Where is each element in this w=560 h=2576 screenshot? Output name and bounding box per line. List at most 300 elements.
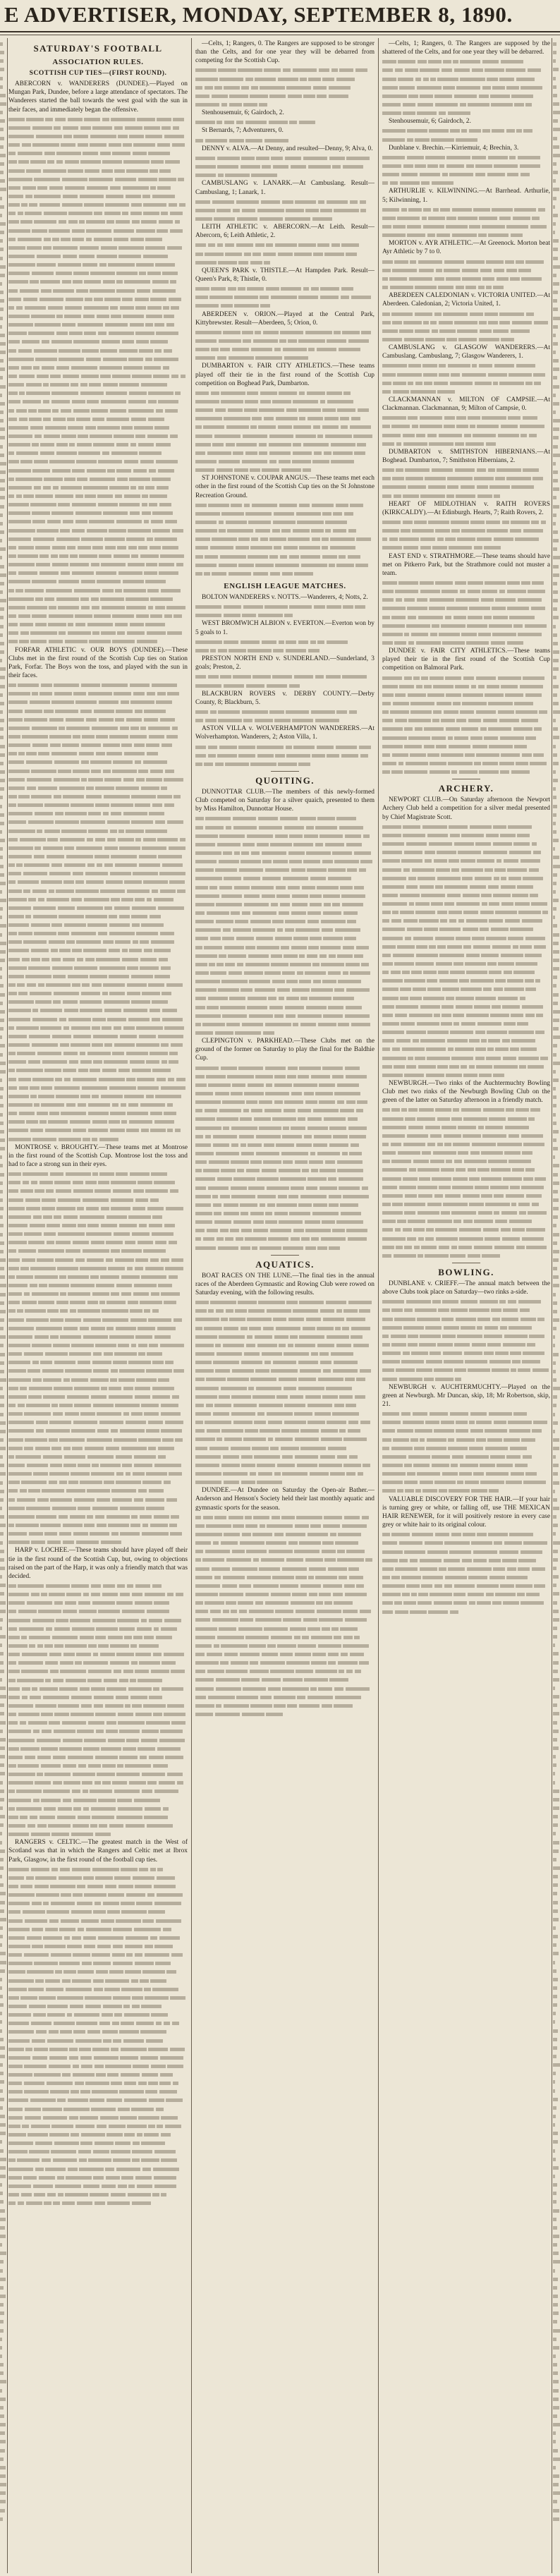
word-mark [168, 1078, 174, 1081]
word-mark [101, 563, 126, 566]
word-mark [111, 2150, 130, 2153]
word-mark [444, 260, 465, 264]
word-mark [126, 1936, 149, 1940]
word-mark [75, 1661, 81, 1665]
word-mark [109, 932, 135, 935]
word-mark [114, 1026, 121, 1030]
word-mark [49, 889, 54, 893]
word-mark [234, 468, 248, 472]
word-mark [68, 220, 78, 224]
word-mark [324, 451, 331, 455]
word-mark [102, 340, 120, 344]
word-mark [38, 1249, 64, 1253]
text-line [0, 2215, 6, 2223]
word-mark [72, 1936, 81, 1940]
word-mark [241, 988, 252, 992]
word-mark [0, 454, 4, 457]
text-line [8, 637, 188, 645]
word-mark [52, 546, 66, 549]
word-mark [31, 770, 56, 773]
word-mark [265, 1220, 276, 1224]
text-line [0, 416, 6, 425]
word-mark [122, 949, 128, 952]
word-mark [41, 1713, 53, 1716]
word-mark [135, 1267, 143, 1270]
text-line [0, 511, 6, 519]
word-mark [71, 932, 96, 935]
word-mark [226, 826, 231, 830]
word-mark [434, 95, 452, 98]
word-mark [300, 78, 307, 81]
word-mark [63, 1653, 75, 1656]
word-mark [95, 1833, 111, 1836]
word-mark [106, 2133, 123, 2137]
word-mark [146, 778, 162, 782]
word-mark [245, 78, 253, 81]
word-mark [93, 1979, 104, 1983]
word-mark [8, 349, 16, 353]
word-mark [0, 1387, 3, 1390]
text-line [0, 2035, 6, 2043]
word-mark [343, 911, 358, 915]
word-mark [341, 754, 358, 758]
word-mark [308, 911, 321, 915]
word-mark [0, 719, 4, 722]
text-line [0, 1709, 6, 1718]
word-mark [0, 1592, 4, 1596]
word-mark [224, 1704, 249, 1708]
word-mark [47, 838, 58, 842]
word-mark [35, 812, 53, 815]
word-mark [263, 253, 276, 256]
word-mark [212, 1567, 231, 1571]
word-mark [221, 980, 247, 983]
word-mark [135, 2176, 152, 2180]
word-mark [88, 1103, 110, 1107]
word-mark [8, 1515, 35, 1519]
word-mark [0, 2243, 2, 2247]
word-mark [116, 1172, 128, 1176]
word-mark [167, 820, 183, 824]
word-mark [0, 2072, 4, 2075]
word-mark [24, 1447, 33, 1450]
text-line [195, 154, 375, 162]
word-mark [0, 1746, 5, 1750]
word-mark [195, 1152, 214, 1155]
word-mark [233, 1177, 255, 1181]
word-mark [432, 181, 454, 185]
word-mark [154, 2176, 176, 2180]
word-mark [104, 863, 114, 867]
text-line [8, 2079, 188, 2087]
word-mark [35, 1781, 51, 1785]
word-mark [18, 1610, 37, 1613]
word-mark [0, 796, 3, 799]
word-mark [73, 340, 99, 344]
word-mark [195, 1704, 214, 1708]
text-line [8, 887, 188, 895]
text-line [0, 1564, 6, 1572]
word-mark [0, 1293, 6, 1296]
word-mark [195, 946, 202, 949]
word-mark [72, 949, 81, 952]
word-mark [458, 217, 477, 220]
word-mark [329, 86, 351, 90]
word-mark [176, 563, 183, 566]
word-mark [220, 555, 246, 559]
word-mark [350, 200, 358, 204]
article-paragraph: CLEPINGTON v. PARKHEAD.—These Clubs met on the ground of the former on Saturday to play the final for the Baldhie Cup. [195, 1038, 375, 1062]
word-mark [72, 983, 80, 987]
text-line [0, 545, 6, 553]
text-line [0, 159, 6, 168]
word-mark [0, 2080, 4, 2084]
word-mark [79, 752, 94, 755]
word-mark [0, 1035, 2, 1039]
word-mark [146, 1472, 166, 1476]
word-mark [292, 988, 310, 992]
word-mark [32, 1378, 41, 1382]
word-mark [126, 1824, 145, 1828]
word-mark [97, 315, 109, 318]
word-mark [304, 1092, 314, 1095]
word-mark [340, 1203, 358, 1207]
word-mark [112, 1052, 124, 1055]
word-mark [240, 1117, 252, 1121]
text-line [0, 2043, 6, 2052]
word-mark [343, 1644, 369, 1648]
article-paragraph: CAMBUSLANG v. LANARK.—At Cambuslang. Result—Cambuslang, 1; Lanark, 1. [195, 180, 375, 196]
word-mark [86, 1232, 111, 1236]
word-mark [336, 1309, 342, 1313]
word-mark [259, 1126, 281, 1130]
word-mark [119, 1369, 144, 1373]
word-mark [289, 555, 299, 559]
word-mark [44, 803, 68, 807]
word-mark [140, 940, 149, 944]
text-line [8, 2053, 188, 2062]
text-line [8, 1976, 188, 1985]
word-mark [32, 1361, 39, 1364]
word-mark [286, 1661, 309, 1665]
word-mark [308, 1533, 328, 1536]
word-mark [195, 400, 219, 403]
word-mark [39, 1996, 56, 2000]
word-mark [43, 1790, 70, 1793]
word-mark [150, 1258, 159, 1262]
word-mark [212, 572, 226, 576]
word-mark [66, 1679, 86, 1682]
word-mark [18, 1713, 39, 1716]
word-mark [165, 2125, 181, 2128]
word-mark [28, 1369, 40, 1373]
word-mark [36, 1429, 44, 1433]
word-mark [147, 306, 162, 310]
word-mark [99, 2022, 110, 2025]
word-mark [337, 1160, 363, 1164]
word-mark [134, 1464, 153, 1467]
word-mark [33, 366, 39, 370]
text-line [0, 1127, 6, 1136]
word-mark [255, 243, 264, 247]
word-mark [16, 589, 23, 593]
text-line [8, 612, 188, 620]
text-line [8, 895, 188, 904]
word-mark [329, 1126, 346, 1130]
text-line [8, 852, 188, 861]
word-mark [74, 2013, 99, 2017]
word-mark [359, 1309, 370, 1313]
word-mark [8, 1996, 19, 2000]
text-line [195, 672, 375, 681]
word-mark [231, 1160, 248, 1164]
word-mark [8, 1464, 25, 1467]
word-mark [320, 1309, 334, 1313]
word-mark [158, 855, 182, 858]
word-mark [275, 1438, 293, 1441]
word-mark [66, 2176, 92, 2180]
text-line [8, 937, 188, 946]
word-mark [0, 1627, 2, 1630]
word-mark [27, 983, 36, 987]
text-line [195, 457, 375, 466]
text-line [0, 2103, 6, 2112]
word-mark [251, 1109, 263, 1112]
text-line [382, 162, 550, 170]
word-mark [360, 1421, 370, 1424]
word-mark [71, 1584, 89, 1588]
word-mark [161, 1043, 169, 1047]
word-mark [8, 846, 33, 850]
word-mark [257, 946, 279, 949]
word-mark [195, 1361, 212, 1364]
word-mark [64, 846, 74, 850]
word-mark [203, 425, 224, 429]
word-mark [399, 86, 415, 90]
word-mark [195, 139, 203, 142]
word-mark [382, 111, 401, 115]
text-line [8, 1633, 188, 1641]
word-mark [99, 1172, 114, 1176]
text-line [8, 1504, 188, 1512]
text-line [195, 1324, 375, 1332]
word-mark [214, 1576, 221, 1579]
text-line [195, 100, 375, 109]
word-mark [140, 1103, 165, 1107]
word-mark [302, 886, 315, 889]
text-line [195, 832, 375, 840]
word-mark [0, 367, 5, 371]
word-mark [158, 1455, 166, 1459]
word-mark [339, 1429, 346, 1433]
text-line [8, 844, 188, 852]
word-mark [342, 1524, 367, 1528]
word-mark [325, 843, 344, 846]
word-mark [110, 1644, 128, 1648]
word-mark [27, 1936, 42, 1940]
word-mark [112, 1103, 118, 1107]
word-mark [48, 306, 63, 310]
word-mark [82, 735, 94, 739]
word-mark [47, 1241, 54, 1244]
word-mark [231, 1661, 248, 1665]
word-mark [218, 174, 224, 177]
word-mark [268, 997, 276, 1000]
text-line [0, 1855, 6, 1864]
word-mark [152, 1000, 167, 1004]
word-mark [147, 692, 155, 695]
word-mark [62, 743, 79, 747]
text-line [8, 1873, 188, 1882]
word-mark [327, 1335, 349, 1339]
word-mark [54, 1086, 80, 1090]
word-mark [462, 277, 480, 281]
word-mark [0, 916, 2, 919]
word-mark [0, 342, 6, 346]
word-mark [302, 1169, 309, 1172]
word-mark [152, 195, 175, 198]
word-mark [150, 614, 162, 618]
word-mark [273, 1361, 296, 1364]
word-mark [49, 1438, 58, 1442]
word-mark [152, 684, 177, 687]
word-mark [0, 1841, 2, 1845]
word-mark [219, 1593, 243, 1596]
word-mark [319, 1593, 331, 1596]
word-mark [244, 504, 250, 507]
word-mark [74, 589, 101, 593]
word-mark [151, 1292, 159, 1296]
word-mark [195, 763, 202, 766]
word-mark [53, 1679, 63, 1682]
word-mark [129, 478, 150, 481]
word-mark [50, 1318, 63, 1322]
word-mark [83, 949, 106, 952]
word-mark [164, 614, 172, 618]
word-mark [155, 1095, 181, 1098]
word-mark [114, 1043, 135, 1047]
word-mark [133, 2141, 140, 2145]
word-mark [437, 233, 450, 237]
text-line [0, 691, 6, 699]
word-mark [325, 1160, 335, 1164]
word-mark [0, 214, 2, 217]
word-mark [236, 937, 254, 940]
word-mark [152, 1309, 159, 1313]
word-mark [151, 2013, 168, 2017]
text-line [0, 1932, 6, 1940]
word-mark [145, 486, 154, 490]
word-mark [154, 1885, 176, 1888]
word-mark [46, 1988, 63, 1991]
word-mark [127, 1584, 133, 1588]
text-line [195, 1538, 375, 1547]
word-mark [88, 830, 108, 833]
word-mark [161, 786, 166, 790]
word-mark [79, 2048, 91, 2051]
word-mark [73, 1035, 91, 1038]
word-mark [162, 992, 171, 995]
word-mark [334, 1404, 344, 1407]
word-mark [317, 95, 327, 98]
word-mark [231, 1126, 257, 1130]
word-mark [195, 1203, 211, 1207]
word-mark [154, 975, 170, 978]
word-mark [18, 349, 32, 353]
word-mark [8, 1670, 20, 1673]
text-line [0, 65, 6, 73]
word-mark [234, 304, 259, 308]
word-mark [39, 2176, 55, 2180]
word-mark [507, 173, 518, 176]
word-mark [236, 121, 243, 124]
word-mark [0, 1952, 6, 1955]
word-mark [80, 1000, 102, 1004]
word-mark [121, 2022, 134, 2025]
word-mark [308, 1404, 332, 1407]
word-mark [286, 710, 309, 714]
word-mark [55, 1970, 62, 1974]
word-mark [241, 1464, 255, 1467]
word-mark [164, 315, 174, 318]
text-line [8, 1324, 188, 1332]
word-mark [227, 529, 253, 533]
word-mark [72, 529, 85, 533]
word-mark [105, 1979, 129, 1983]
word-mark [95, 2141, 114, 2145]
word-mark [97, 1945, 111, 1948]
word-mark [142, 1730, 159, 1733]
word-mark [210, 546, 234, 549]
word-mark [169, 880, 185, 884]
word-mark [298, 1014, 322, 1018]
word-mark [135, 803, 150, 807]
word-mark [303, 860, 320, 863]
word-mark [251, 174, 276, 177]
word-mark [38, 898, 45, 901]
word-mark [31, 2125, 50, 2128]
word-mark [0, 616, 4, 619]
word-mark [210, 649, 216, 652]
word-mark [30, 631, 56, 635]
word-mark [132, 2201, 151, 2205]
word-mark [109, 1120, 120, 1124]
word-mark [103, 1902, 119, 1905]
text-line [8, 149, 188, 157]
word-mark [8, 975, 24, 978]
text-line [0, 682, 6, 691]
word-mark [152, 1387, 174, 1390]
word-mark [256, 1135, 281, 1138]
word-mark [8, 409, 14, 413]
word-mark [299, 1704, 320, 1708]
text-line [0, 656, 6, 664]
word-mark [311, 1661, 327, 1665]
word-mark [32, 580, 56, 583]
word-mark [238, 564, 253, 567]
word-mark [124, 2098, 147, 2102]
word-mark [85, 298, 92, 301]
word-mark [111, 1532, 118, 1536]
article-paragraph: PRESTON NORTH END v. SUNDERLAND.—Sunderland, 3 goals; Preston, 2. [195, 655, 375, 672]
word-mark [291, 1186, 304, 1190]
word-mark [153, 1653, 162, 1656]
word-mark [152, 803, 163, 807]
word-mark [152, 1018, 161, 1021]
word-mark [233, 1421, 252, 1424]
word-mark [104, 1988, 120, 1991]
word-mark [98, 1181, 109, 1184]
